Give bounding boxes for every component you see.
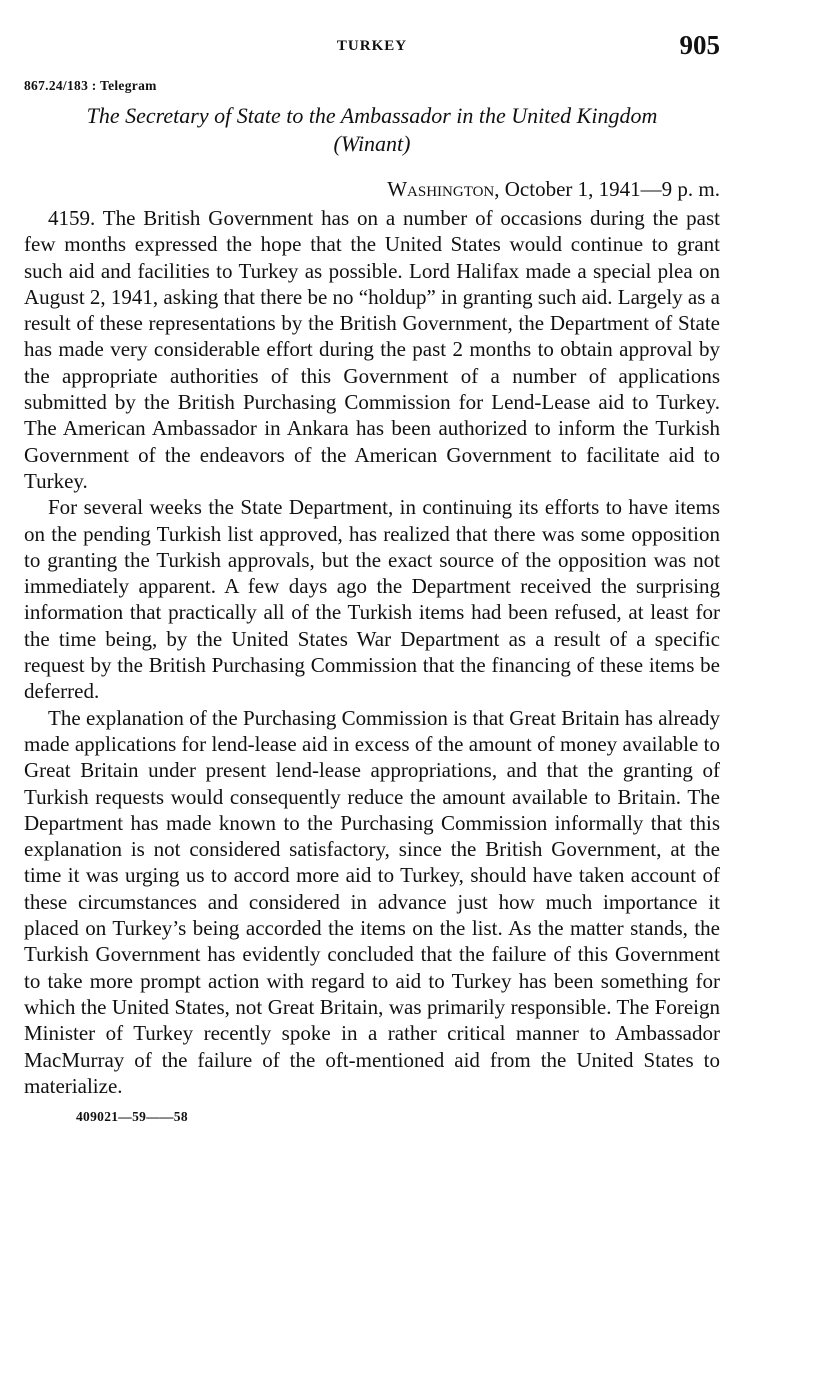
dateline xyxy=(24,176,720,203)
print-code: 409021—59——58 xyxy=(76,1109,188,1125)
running-head: TURKEY xyxy=(336,38,408,54)
page-number: 905 xyxy=(679,30,720,60)
document-title xyxy=(24,102,720,158)
dateline-date: , October 1, 1941—9 p. m. xyxy=(494,177,720,201)
page-header xyxy=(24,30,720,66)
title-recipient: (Winant) xyxy=(333,131,411,156)
document-page xyxy=(24,30,720,1125)
body-paragraph-1: 4159. The British Government has on a number of occasions during the past few months expressed the hope that the United States would continue to grant such aid and facilities to Turkey as possible. Lord Halifax made a special plea on August 2, 1941, asking that there be no “holdup” in granting such aid. Largely as a result of these representations by the British Government, the Department of State has made very considerable effort during the past 2 months to obtain approval by the appropriate authorities of this Government of a number of applications submitted by the British Purchasing Commission for Lend-Lease aid to Turkey. The American Ambassador in Ankara has been authorized to inform the Turkish Government of the endeavors of the American Government to facilitate aid to Turkey. xyxy=(24,206,720,493)
file-reference: 867.24/183 : Telegram xyxy=(24,78,157,93)
body-paragraph-2: For several weeks the State Department, in continuing its efforts to have items on the pending Turkish list approved, has realized that there was some opposition to granting the Turkish approvals, but the exact source of the opposition was not immediately apparent. A few days ago the Department received the surprising information that practically all of the Turkish items had been refused, at least for the time being, by the United States War Department as a result of a specific request by the British Purchasing Commission that the financing of these items be deferred. xyxy=(24,495,720,704)
dateline-place: Washington xyxy=(387,177,495,201)
title-line: The Secretary of State to the Ambassador in the United Kingdom xyxy=(86,103,658,128)
body-paragraph-3: The explanation of the Purchasing Commission is that Great Britain has already made applications for lend-lease aid in excess of the amount of money available to Great Britain under present lend-lease appropriations, and that the granting of Turkish requests would consequently reduce the amount available to Britain. The Department has made known to the Purchasing Commission informally that this explanation is not considered satisfactory, since the British Government, at the time it was urging us to accord more aid to Turkey, should have taken account of these circumstances and considered in advance just how much importance it placed on Turkey’s being accorded the items on the list. As the matter stands, the Turkish Government has evidently concluded that the failure of this Government to take more prompt action with regard to aid to Turkey has been something for which the United States, not Great Britain, was primarily responsible. The Foreign Minister of Turkey recently spoke in a rather critical manner to Ambassador MacMurray of the failure of the oft-mentioned aid from the United States to materialize. xyxy=(24,705,720,1098)
